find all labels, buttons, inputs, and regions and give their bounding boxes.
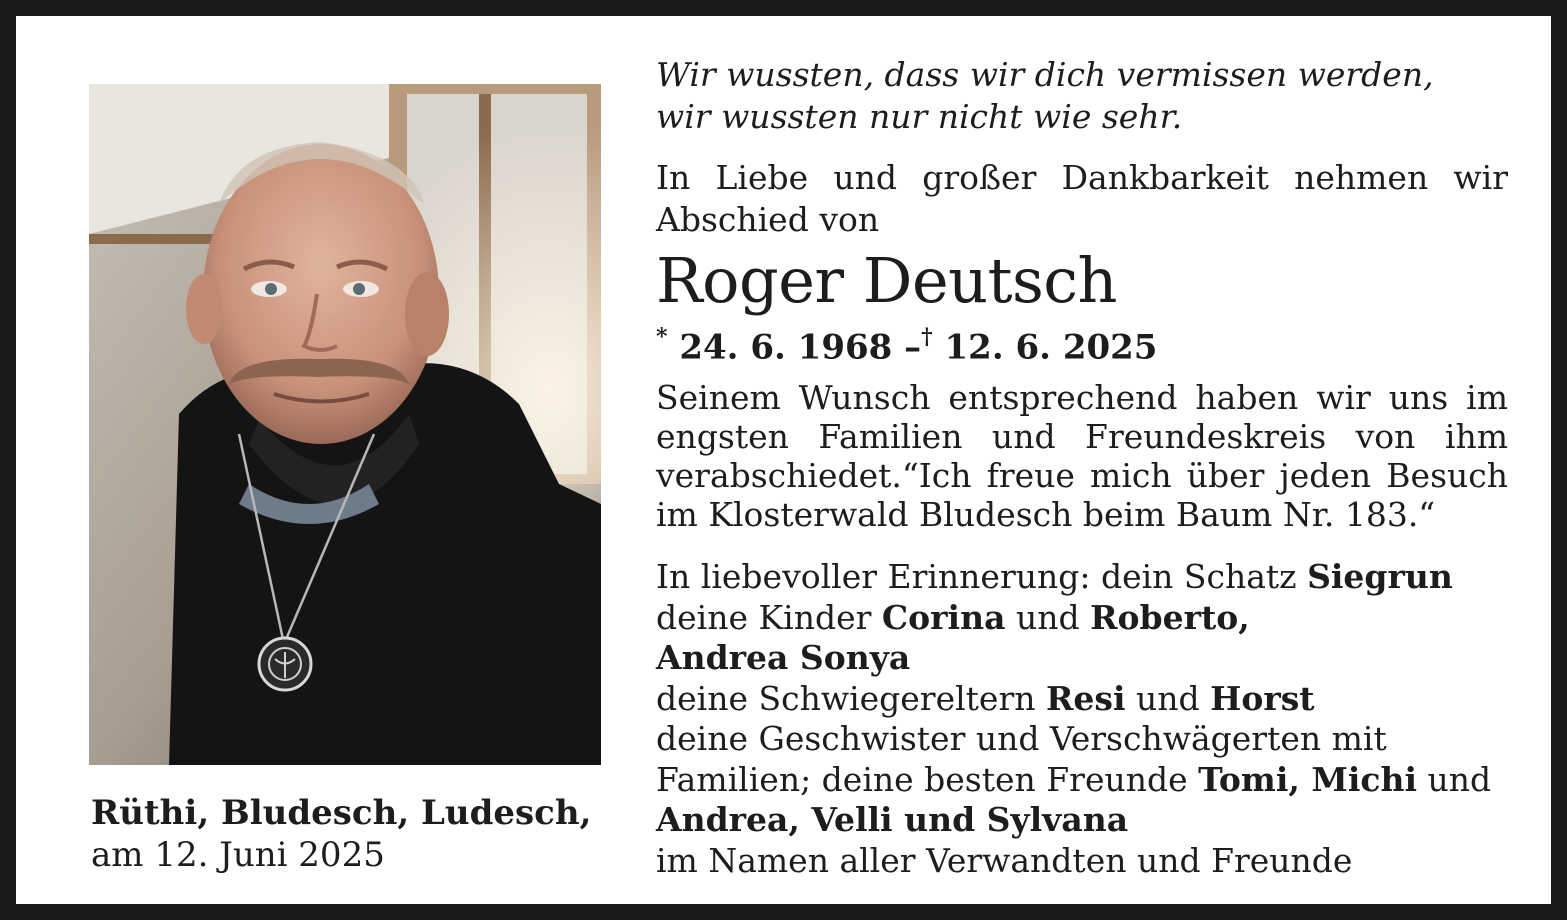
epigraph-line-2: wir wussten nur nicht wie sehr.: [656, 97, 1183, 136]
epigraph: [656, 54, 1508, 138]
survivors-list: [656, 557, 1508, 881]
survivor-name: Siegrun: [1307, 557, 1453, 597]
survivors-text: im Namen aller Verwandten und Freunde: [656, 840, 1353, 880]
survivor-name: Roberto,: [1090, 597, 1250, 637]
survivor-name: Resi: [1045, 678, 1126, 718]
birth-date: 24. 6. 1968: [679, 327, 893, 368]
birth-symbol: *: [656, 324, 668, 350]
location-block: [91, 792, 631, 876]
survivors-line: [656, 557, 1508, 598]
survivors-text: In liebevoller Erinnerung: dein Schatz: [656, 557, 1308, 597]
text-column: [656, 54, 1508, 881]
survivors-text: deine Kinder: [656, 597, 882, 637]
epigraph-line-1: Wir wussten, dass wir dich vermissen werden,: [656, 55, 1434, 94]
date-separator: –: [904, 327, 922, 368]
survivors-text: Familien; deine besten Freunde: [656, 759, 1199, 799]
survivors-text: und: [1125, 678, 1211, 718]
intro-text: In Liebe und großer Dankbarkeit nehmen wir Abschied von: [656, 158, 1508, 239]
survivor-name: Corina: [881, 597, 1006, 637]
places-text: Rüthi, Bludesch, Ludesch,: [91, 793, 592, 833]
death-date: 12. 6. 2025: [944, 327, 1158, 368]
life-dates: [656, 319, 1508, 367]
survivor-name: Andrea Sonya: [656, 638, 911, 678]
survivors-text: und: [1417, 759, 1492, 799]
death-symbol: †: [921, 324, 933, 350]
survivor-name: Horst: [1210, 678, 1315, 718]
date-text: am 12. Juni 2025: [91, 835, 385, 875]
survivors-text: und: [1005, 597, 1091, 637]
deceased-name: Roger Deutsch: [656, 244, 1117, 317]
survivors-line: [656, 598, 1508, 639]
survivor-name: Tomi, Michi: [1198, 759, 1418, 799]
survivors-line: [656, 679, 1508, 720]
survivors-text: deine Geschwister und Verschwägerten mit: [656, 719, 1387, 759]
farewell-message: Seinem Wunsch entsprechend haben wir uns im engsten Familien und Freundeskreis von ihm verabschiedet.“Ich freue mich über jeden Besuch im Klosterwald Bludesch beim Baum Nr. 183.“: [656, 378, 1508, 535]
portrait-photo: [89, 84, 601, 765]
survivors-text: deine Schwiegereltern: [656, 678, 1046, 718]
survivors-line: [656, 760, 1508, 801]
survivor-name: Andrea, Velli und Sylvana: [656, 800, 1129, 840]
